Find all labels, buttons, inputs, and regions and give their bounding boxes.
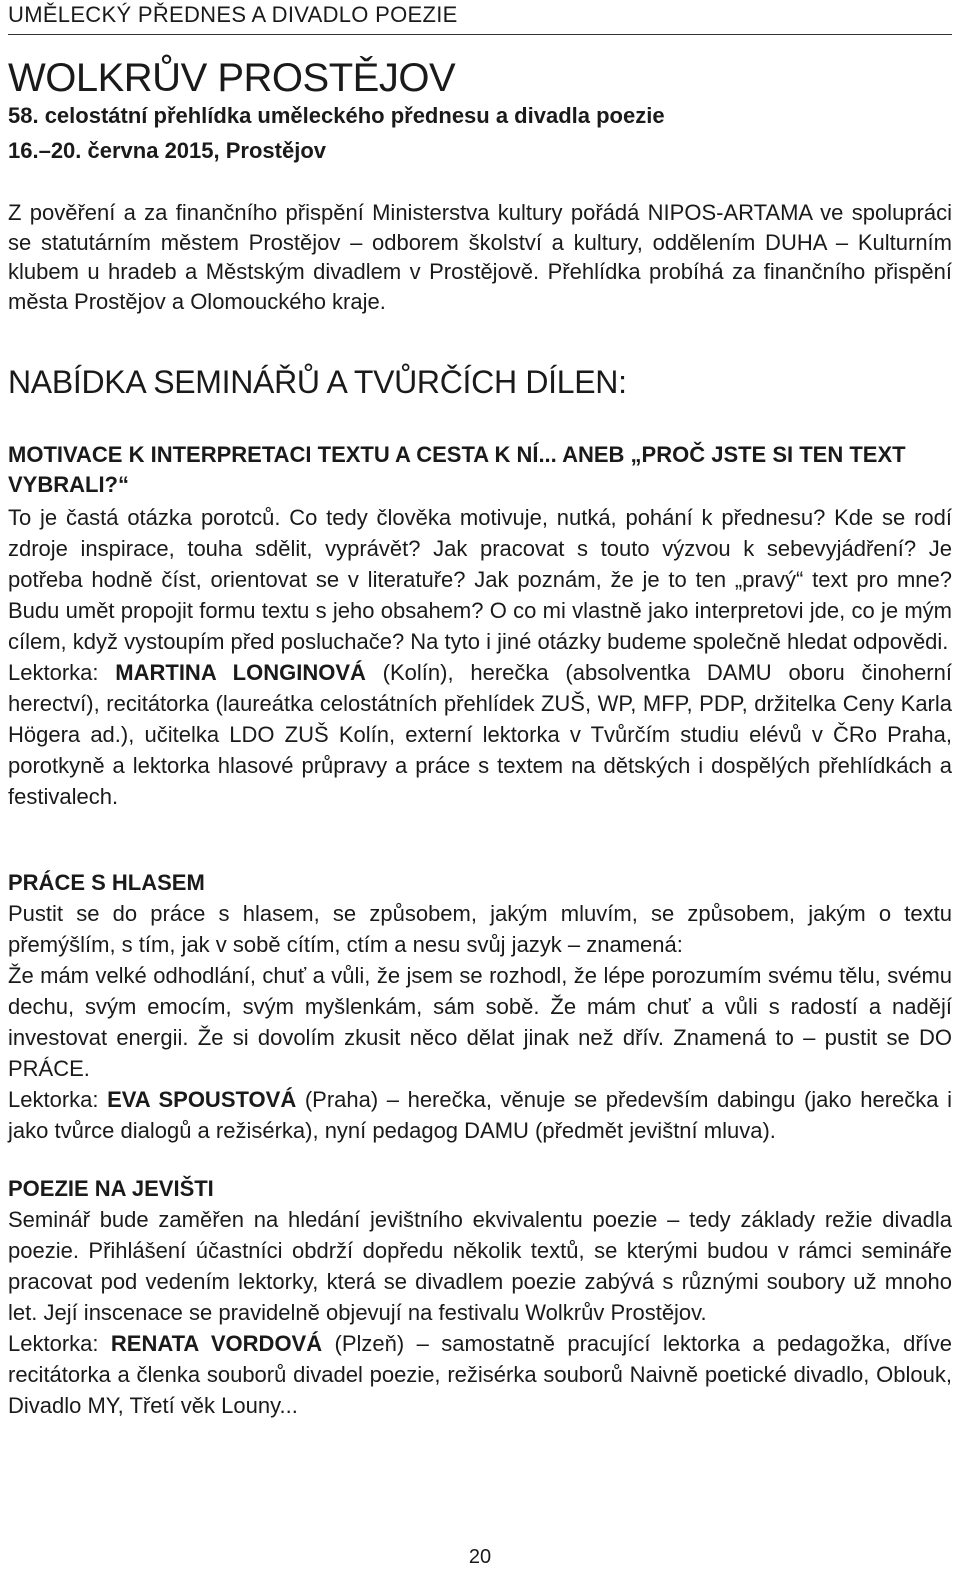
lecturer-name: EVA SPOUSTOVÁ — [107, 1087, 297, 1112]
event-title: WOLKRŮV PROSTĚJOV — [8, 56, 456, 100]
section-header-label: UMĚLECKÝ PŘEDNES A DIVADLO POEZIE — [8, 2, 458, 27]
workshop-3-title: POEZIE NA JEVIŠTI — [8, 1176, 214, 1201]
lecturer-label: Lektorka: — [8, 1331, 99, 1356]
lecturer-name: MARTINA LONGINOVÁ — [115, 660, 366, 685]
workshop-2-body — [8, 898, 952, 1146]
header-divider — [8, 34, 952, 35]
workshop-2-description: Pustit se do práce s hlasem, se způsobem, jakým mluvím, se způsobem, jakým o textu přemýšlím, s tím, jak v sobě cítím, ctím a nesu svůj jazyk – znamená: — [8, 901, 952, 957]
workshop-1-body — [8, 502, 952, 812]
event-dates: 16.–20. června 2015, Prostějov — [8, 138, 326, 163]
workshop-1-title: MOTIVACE K INTERPRETACI TEXTU A CESTA K NÍ... ANEB „PROČ JSTE SI TEN TEXT VYBRALI?“ — [8, 442, 906, 497]
workshop-2-title: PRÁCE S HLASEM — [8, 870, 205, 895]
intro-paragraph: Z pověření a za finančního přispění Ministerstva kultury pořádá NIPOS-ARTAMA ve spolupráci se statutárním městem Prostějov – odborem školství a kultury, oddělením DUHA – Kulturním klubem u hradeb a Městským divadlem v Prostějově. Přehlídka probíhá za finančního přispění města Prostějov a Olomouckého kraje. — [8, 200, 952, 314]
page-number: 20 — [468, 1546, 492, 1568]
lecturer-label: Lektorka: — [8, 1087, 99, 1112]
workshop-3-body — [8, 1204, 952, 1421]
offer-heading: NABÍDKA SEMINÁŘŮ A TVŮRČÍCH DÍLEN: — [8, 364, 627, 400]
lecturer-info: (Plzeň) – samostatně pracující lektorka a pedagožka, dříve recitátorka a členka souborů divadel poezie, režisérka souborů Naivně poetické divadlo, Oblouk, Divadlo MY, Třetí věk Louny... — [8, 1331, 953, 1418]
lecturer-info: (Praha) – herečka, věnuje se především dabingu (jako herečka i jako tvůrce dialogů a režisérka), nyní pedagog DAMU (předmět jevištní mluva). — [8, 1087, 952, 1143]
workshop-2-description-2: Že mám velké odhodlání, chuť a vůli, že jsem se rozhodl, že lépe porozumím svému tělu, svému dechu, svým emocím, svým myšlenkám, sám sobě. Že mám chuť a vůli s radostí a nadějí investovat energii. Že si dovolím zkusit něco dělat jinak než dřív. Znamená to – pustit se DO PRÁCE. — [8, 963, 952, 1081]
workshop-3-description: Seminář bude zaměřen na hledání jevištního ekvivalentu poezie – tedy základy režie divadla poezie. Přihlášení účastníci obdrží dopředu několik textů, se kterými budou v rámci semináře pracovat pod vedením lektorky, která se divadlem poezie zabývá s různými soubory už mnoho let. Její inscenace se pravidelně objevují na festivalu Wolkrův Prostějov. — [8, 1207, 952, 1325]
workshop-1-lecturer — [8, 657, 952, 812]
lecturer-name: RENATA VORDOVÁ — [110, 1331, 323, 1356]
workshop-3-lecturer — [8, 1328, 952, 1421]
event-subtitle: 58. celostátní přehlídka uměleckého přednesu a divadla poezie — [8, 103, 665, 128]
workshop-1-description: To je častá otázka porotců. Co tedy člověka motivuje, nutká, pohání k přednesu? Kde se rodí zdroje inspirace, touha sdělit, vyprávět? Jak pracovat s touto výzvou k sebevyjádření? Je potřeba hodně číst, orientovat se v literatuře? Jak poznám, že je to ten „pravý“ text pro mne? Budu umět propojit formu textu s jeho obsahem? O co mi vlastně jako interpretovi jde, co je mým cílem, když vystoupím před posluchače? Na tyto i jiné otázky budeme společně hledat odpovědi. — [8, 505, 952, 654]
workshop-2-lecturer — [8, 1084, 952, 1146]
lecturer-label: Lektorka: — [8, 660, 99, 685]
lecturer-info: (Kolín), herečka (absolventka DAMU oboru činoherní herectví), recitátorka (laureátka celostátních přehlídek ZUŠ, WP, MFP, PDP, držitelka Ceny Karla Högera ad.), učitelka LDO ZUŠ Kolín, externí lektorka v Tvůrčím studiu elévů v ČRo Praha, porotkyně a lektorka hlasové průpravy a práce s textem na dětských i dospělých přehlídkách a festivalech. — [8, 660, 952, 809]
